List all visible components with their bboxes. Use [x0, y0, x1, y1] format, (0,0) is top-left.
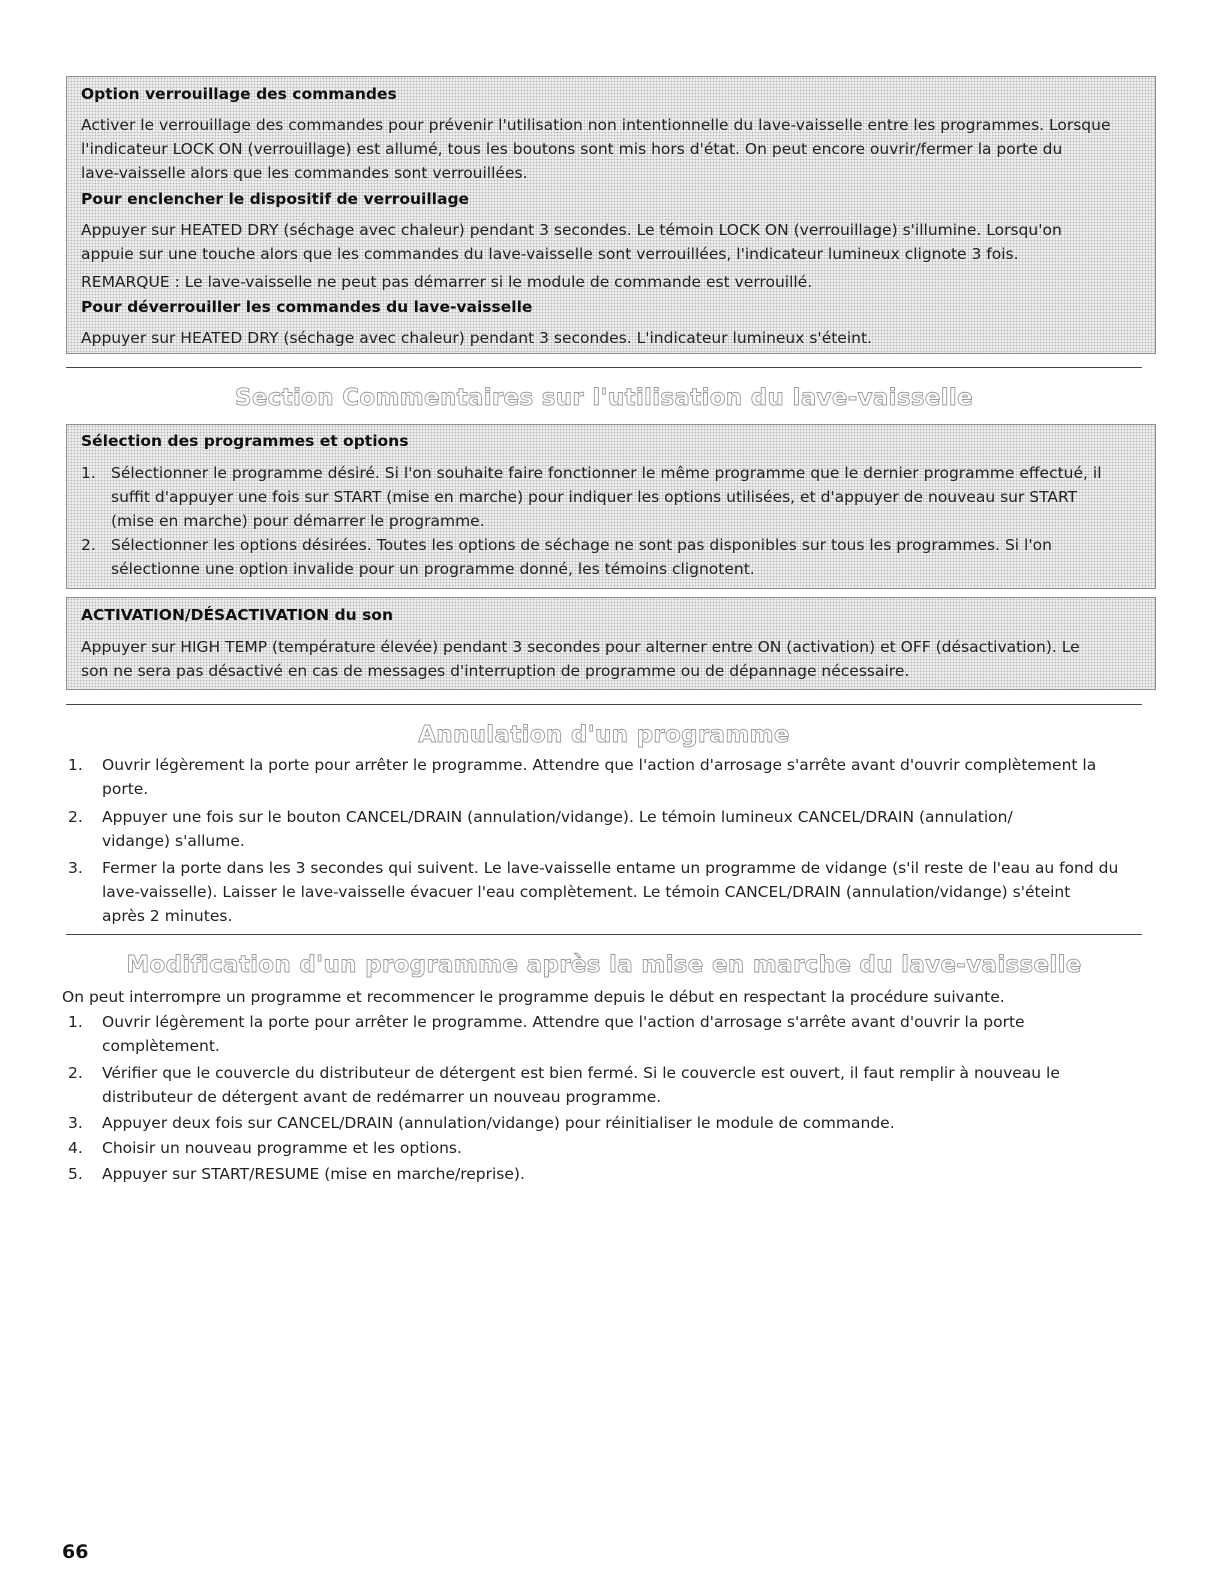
- list-number: 1.: [81, 464, 96, 482]
- list-number: 2.: [68, 808, 83, 826]
- list-item-line: sélectionne une option invalide pour un programme donné, les témoins clignotent.: [111, 560, 755, 578]
- engage-lock-title: Pour enclencher le dispositif de verrouillage: [81, 190, 470, 208]
- list-item-line: distributeur de détergent avant de redémarrer un nouveau programme.: [102, 1088, 662, 1106]
- list-number: 3.: [68, 859, 83, 877]
- list-item-line: Choisir un nouveau programme et les options.: [102, 1139, 462, 1157]
- control-lock-intro-line: l'indicateur LOCK ON (verrouillage) est allumé, tous les boutons sont mis hors d'état. On peut encore ouvrir/fermer la porte du: [81, 140, 1063, 158]
- list-number: 2.: [68, 1064, 83, 1082]
- unlock-title: Pour déverrouiller les commandes du lave-vaisselle: [81, 298, 533, 316]
- modify-intro: On peut interrompre un programme et recommencer le programme depuis le début en respectant la procédure suivante.: [62, 988, 1005, 1006]
- control-lock-title: Option verrouillage des commandes: [81, 85, 397, 103]
- engage-lock-line: Appuyer sur HEATED DRY (séchage avec chaleur) pendant 3 secondes. Le témoin LOCK ON (verrouillage) s'illumine. Lorsqu'on: [81, 221, 1062, 239]
- list-item-line: Vérifier que le couvercle du distributeur de détergent est bien fermé. Si le couvercle est ouvert, il faut remplir à nouveau le: [102, 1064, 1060, 1082]
- lock-note-text: Le lave-vaisselle ne peut pas démarrer si le module de commande est verrouillé.: [184, 273, 813, 291]
- list-item-line: lave-vaisselle). Laisser le lave-vaisselle évacuer l'eau complètement. Le témoin CANCEL/DRAIN (annulation/vidange) s'éteint: [102, 883, 1071, 901]
- list-item-line: complètement.: [102, 1037, 220, 1055]
- control-lock-intro-line: lave-vaisselle alors que les commandes sont verrouillées.: [81, 164, 528, 182]
- unlock-text: Appuyer sur HEATED DRY (séchage avec chaleur) pendant 3 secondes. L'indicateur lumineux s'éteint.: [81, 329, 872, 347]
- list-item-line: vidange) s'allume.: [102, 832, 245, 850]
- control-lock-box: [66, 76, 1156, 354]
- engage-lock-line: appuie sur une touche alors que les commandes du lave-vaisselle sont verrouillées, l'indicateur lumineux clignote 3 fois.: [81, 245, 1019, 263]
- list-number: 1.: [68, 1013, 83, 1031]
- list-item-line: Appuyer deux fois sur CANCEL/DRAIN (annulation/vidange) pour réinitialiser le module de commande.: [102, 1114, 895, 1132]
- lock-note-label: REMARQUE :: [81, 273, 180, 291]
- program-selection-box: [66, 424, 1156, 589]
- list-number: 5.: [68, 1165, 83, 1183]
- sound-toggle-title: ACTIVATION/DÉSACTIVATION du son: [81, 606, 393, 624]
- list-item-line: porte.: [102, 780, 149, 798]
- list-number: 4.: [68, 1139, 83, 1157]
- section-divider: [66, 704, 1142, 705]
- section-divider: [66, 367, 1142, 368]
- list-item-line: Fermer la porte dans les 3 secondes qui suivent. Le lave-vaisselle entame un programme de vidange (s'il reste de l'eau au fond du: [102, 859, 1119, 877]
- list-item-line: après 2 minutes.: [102, 907, 233, 925]
- list-number: 2.: [81, 536, 96, 554]
- list-number: 3.: [68, 1114, 83, 1132]
- cancel-section-heading: Annulation d'un programme: [418, 722, 790, 748]
- page-number: 66: [62, 1541, 89, 1563]
- list-item-line: Appuyer sur START/RESUME (mise en marche/reprise).: [102, 1165, 525, 1183]
- list-item-line: Ouvrir légèrement la porte pour arrêter le programme. Attendre que l'action d'arrosage s'arrête avant d'ouvrir la porte: [102, 1013, 1025, 1031]
- list-item-line: Sélectionner le programme désiré. Si l'on souhaite faire fonctionner le même programme que le dernier programme effectué, il: [111, 464, 1102, 482]
- list-item-line: Ouvrir légèrement la porte pour arrêter le programme. Attendre que l'action d'arrosage s'arrête avant d'ouvrir complètement la: [102, 756, 1097, 774]
- section-divider: [66, 934, 1142, 935]
- sound-toggle-line: Appuyer sur HIGH TEMP (température élevée) pendant 3 secondes pour alterner entre ON (activation) et OFF (désactivation). Le: [81, 638, 1080, 656]
- list-item-line: Appuyer une fois sur le bouton CANCEL/DRAIN (annulation/vidange). Le témoin lumineux CANCEL/DRAIN (annulation/: [102, 808, 1013, 826]
- list-item-line: Sélectionner les options désirées. Toutes les options de séchage ne sont pas disponibles sur tous les programmes. Si l'on: [111, 536, 1052, 554]
- list-item-line: suffit d'appuyer une fois sur START (mise en marche) pour indiquer les options utilisées, et d'appuyer de nouveau sur START: [111, 488, 1078, 506]
- sound-toggle-line: son ne sera pas désactivé en cas de messages d'interruption de programme ou de dépannage nécessaire.: [81, 662, 910, 680]
- lock-note: [81, 270, 812, 294]
- list-item-line: (mise en marche) pour démarrer le programme.: [111, 512, 485, 530]
- usage-section-heading: Section Commentaires sur l'utilisation du lave-vaisselle: [234, 385, 974, 411]
- modify-section-heading: Modification d'un programme après la mise en marche du lave-vaisselle: [126, 952, 1082, 978]
- control-lock-intro-line: Activer le verrouillage des commandes pour prévenir l'utilisation non intentionnelle du lave-vaisselle entre les programmes. Lorsque: [81, 116, 1111, 134]
- sound-toggle-box: [66, 597, 1156, 690]
- program-selection-title: Sélection des programmes et options: [81, 432, 409, 450]
- list-number: 1.: [68, 756, 83, 774]
